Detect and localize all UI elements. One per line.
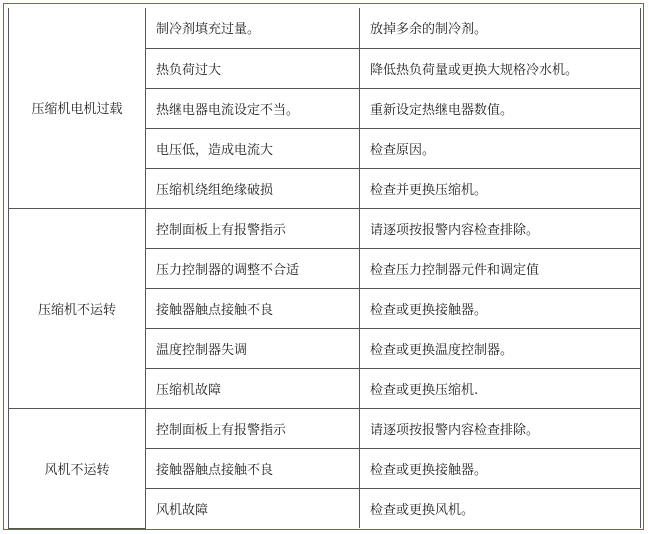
cause-cell: 压缩机故障 [146,368,360,408]
cause-cell: 接触器触点接触不良 [146,288,360,328]
table-row [9,208,641,248]
remedy-cell: 检查或更换压缩机. [360,368,641,408]
cause-cell: 电压低，造成电流大 [146,128,360,168]
remedy-cell: 检查压力控制器元件和调定值 [360,248,641,288]
fault-group-label: 压缩机电机过载 [9,8,146,208]
remedy-cell: 检查或更换温度控制器。 [360,328,641,368]
remedy-cell: 降低热负荷量或更换大规格冷水机。 [360,48,641,88]
cause-cell: 控制面板上有报警指示 [146,208,360,248]
remedy-cell: 检查或更换风机。 [360,488,641,528]
cause-cell: 制冷剂填充过量。 [146,8,360,48]
cause-cell: 接触器触点接触不良 [146,448,360,488]
troubleshooting-table [8,8,641,529]
cause-cell: 风机故障 [146,488,360,528]
remedy-cell: 检查原因。 [360,128,641,168]
fault-group-label: 风机不运转 [9,408,146,528]
remedy-cell: 请逐项按报警内容检查排除。 [360,208,641,248]
remedy-cell: 重新设定热继电器数值。 [360,88,641,128]
cause-cell: 控制面板上有报警指示 [146,408,360,448]
table-row [9,408,641,448]
remedy-cell: 检查或更换接触器。 [360,288,641,328]
remedy-cell: 放掉多余的制冷剂。 [360,8,641,48]
remedy-cell: 检查或更换接触器。 [360,448,641,488]
remedy-cell: 检查并更换压缩机。 [360,168,641,208]
cause-cell: 温度控制器失调 [146,328,360,368]
fault-group-label: 压缩机不运转 [9,208,146,408]
cause-cell: 压力控制器的调整不合适 [146,248,360,288]
table-row [9,8,641,48]
cause-cell: 压缩机绕组绝缘破损 [146,168,360,208]
cause-cell: 热继电器电流设定不当。 [146,88,360,128]
cause-cell: 热负荷过大 [146,48,360,88]
remedy-cell: 请逐项按报警内容检查排除。 [360,408,641,448]
